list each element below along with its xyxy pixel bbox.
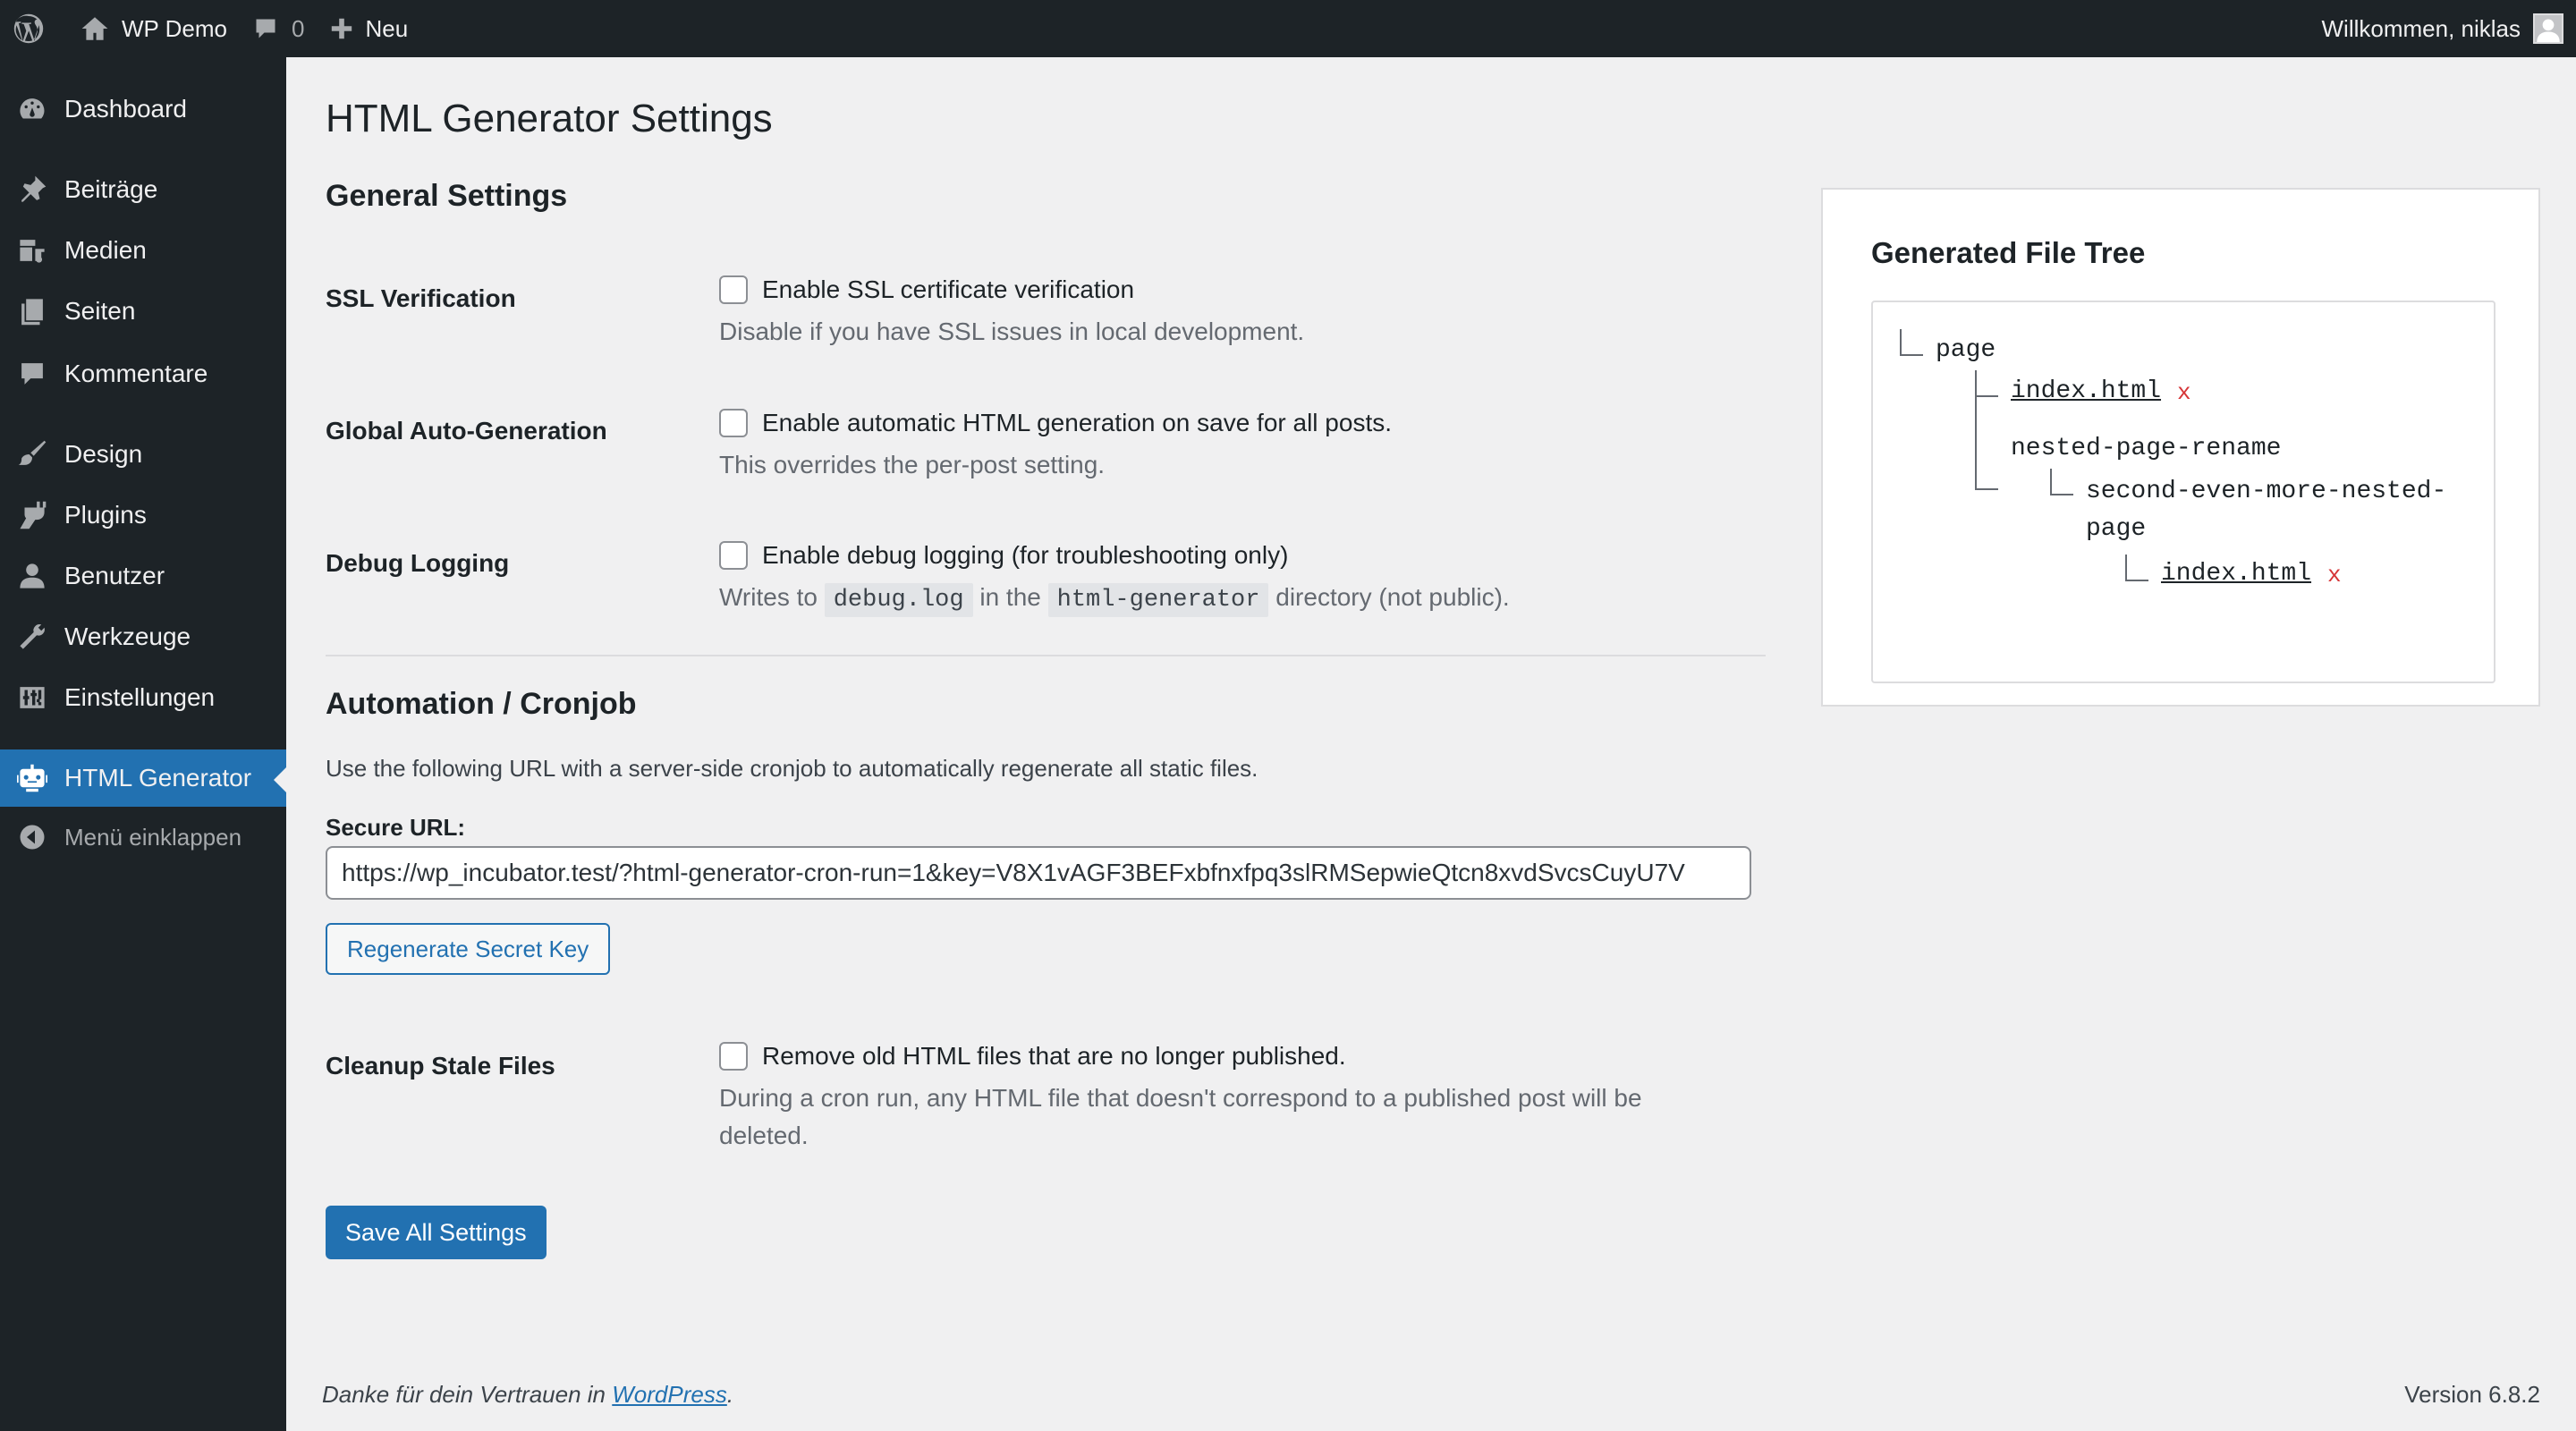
new-content-label: Neu [365, 14, 409, 42]
footer-thanks [322, 1381, 733, 1409]
site-name-link[interactable] [63, 0, 240, 57]
tree-connector [2125, 580, 2148, 581]
comments-count: 0 [292, 14, 305, 42]
collapse-arrow-icon [19, 824, 46, 851]
section-divider [326, 655, 1766, 656]
tree-connector [2125, 555, 2127, 581]
file-tree-title: Generated File Tree [1871, 236, 2146, 269]
secure-url-input[interactable] [326, 846, 1751, 900]
cleanup-desc-line: During a cron run, any HTML file that doesn't correspond to a published post will be [719, 1084, 1642, 1112]
admin-bar [0, 0, 2576, 57]
sidebar-item-media[interactable] [0, 222, 286, 279]
sidebar-item-dashboard[interactable] [0, 80, 286, 138]
ssl-verification-option[interactable] [719, 275, 1134, 304]
footer-thanks-text: Danke für dein Vertrauen in [322, 1381, 606, 1408]
robot-icon [17, 763, 47, 793]
tree-delete-button[interactable]: x [2177, 379, 2191, 406]
cleanup-stale-files-checkbox[interactable] [719, 1042, 748, 1071]
sidebar-item-plugins[interactable] [0, 487, 286, 544]
cleanup-stale-files-label: Cleanup Stale Files [326, 1052, 555, 1080]
sidebar-item-label: HTML Generator [64, 764, 252, 792]
plus-icon [329, 16, 354, 41]
tree-folder-page: page [1936, 336, 1996, 364]
comments-link[interactable] [240, 0, 317, 57]
tree-folder-second-nested-cont: page [2086, 515, 2147, 543]
admin-sidebar [0, 57, 286, 1431]
tree-file-index-link[interactable]: index.html [2011, 377, 2162, 405]
cleanup-stale-files-option[interactable] [719, 1042, 1346, 1071]
sidebar-item-design[interactable] [0, 426, 286, 483]
ssl-verification-label: SSL Verification [326, 284, 516, 312]
cleanup-stale-files-checkbox-label: Remove old HTML files that are no longer published. [762, 1042, 1346, 1070]
brush-icon [17, 439, 47, 470]
plugin-icon [17, 500, 47, 530]
tree-folder-nested-page-rename: nested-page-rename [2011, 435, 2282, 462]
tree-connector [1975, 370, 1977, 490]
cleanup-stale-files-description [719, 1080, 1642, 1155]
cleanup-desc-line: deleted. [719, 1122, 809, 1149]
dashboard-icon [17, 94, 47, 124]
debug-desc-text: in the [979, 583, 1041, 611]
tree-connector [1975, 395, 1998, 397]
file-tree-box [1871, 301, 2496, 683]
auto-generation-description: This overrides the per-post setting. [719, 451, 1106, 478]
secure-url-label: Secure URL: [326, 814, 466, 841]
my-account-link[interactable] [2309, 0, 2576, 57]
home-icon [80, 14, 109, 43]
sidebar-item-settings[interactable] [0, 669, 286, 726]
settings-icon [17, 682, 47, 713]
sidebar-item-label: Einstellungen [64, 683, 216, 711]
page-title: HTML Generator Settings [326, 97, 773, 140]
site-name-label: WP Demo [122, 14, 227, 42]
auto-generation-option[interactable] [719, 409, 1392, 437]
sidebar-item-tools[interactable] [0, 608, 286, 665]
user-icon [17, 561, 47, 591]
automation-heading: Automation / Cronjob [326, 687, 637, 721]
tree-connector [1900, 329, 1902, 356]
save-all-settings-button[interactable]: Save All Settings [326, 1206, 547, 1259]
sidebar-item-comments[interactable] [0, 345, 286, 402]
wordpress-link[interactable]: WordPress [612, 1381, 727, 1408]
footer-period: . [726, 1381, 734, 1408]
sidebar-item-label: Werkzeuge [64, 622, 191, 650]
auto-generation-checkbox[interactable] [719, 409, 748, 437]
new-content-link[interactable] [317, 0, 420, 57]
media-icon [17, 235, 47, 266]
sidebar-item-label: Plugins [64, 501, 147, 529]
debug-logging-description [719, 579, 1510, 619]
ssl-verification-description: Disable if you have SSL issues in local development. [719, 318, 1305, 345]
tree-connector [2050, 494, 2073, 495]
automation-intro-text: Use the following URL with a server-side cronjob to automatically regenerate all static files. [326, 755, 1258, 782]
ssl-verification-checkbox[interactable] [719, 275, 748, 304]
auto-generation-checkbox-label: Enable automatic HTML generation on save for all posts. [762, 409, 1393, 436]
file-tree-panel [1821, 188, 2540, 707]
debug-logging-checkbox[interactable] [719, 541, 748, 570]
sidebar-item-users[interactable] [0, 547, 286, 605]
pin-icon [17, 174, 47, 205]
sidebar-item-label: Dashboard [64, 95, 187, 123]
debug-logging-option[interactable] [719, 541, 1288, 570]
footer-version: Version 6.8.2 [2404, 1381, 2540, 1408]
comment-icon [252, 15, 279, 42]
debug-desc-text: Writes to [719, 583, 818, 611]
tree-connector [1900, 354, 1923, 356]
auto-generation-label: Global Auto-Generation [326, 417, 607, 445]
sidebar-item-label: Medien [64, 236, 147, 264]
wordpress-logo-icon[interactable] [0, 0, 63, 57]
debug-logging-checkbox-label: Enable debug logging (for troubleshooting only) [762, 541, 1289, 569]
collapse-menu-label: Menü einklappen [64, 823, 242, 851]
debug-logging-label: Debug Logging [326, 549, 510, 577]
comment-icon [17, 359, 47, 389]
collapse-menu-button[interactable] [0, 809, 286, 866]
general-settings-heading: General Settings [326, 179, 568, 213]
sidebar-item-label: Beiträge [64, 175, 158, 203]
tree-folder-second-nested: second-even-more-nested- [2086, 478, 2447, 505]
sidebar-item-html-generator[interactable] [0, 749, 286, 807]
ssl-verification-checkbox-label: Enable SSL certificate verification [762, 275, 1135, 303]
sidebar-item-label: Design [64, 440, 143, 468]
avatar [2533, 13, 2563, 44]
sidebar-item-pages[interactable] [0, 283, 286, 340]
tree-delete-button[interactable]: x [2327, 562, 2342, 588]
tree-connector [2050, 469, 2052, 495]
pages-icon [17, 296, 47, 326]
sidebar-item-label: Seiten [64, 297, 136, 325]
wrench-icon [17, 622, 47, 652]
debug-desc-text: directory (not public). [1275, 583, 1510, 611]
tree-connector [1975, 488, 1998, 490]
tree-file-index-link[interactable]: index.html [2161, 560, 2312, 588]
sidebar-item-label: Benutzer [64, 562, 165, 589]
sidebar-item-label: Kommentare [64, 360, 208, 387]
regenerate-secret-key-button[interactable]: Regenerate Secret Key [326, 923, 610, 975]
debug-log-code: debug.log [825, 583, 973, 617]
sidebar-item-posts[interactable] [0, 161, 286, 218]
html-generator-dir-code: html-generator [1048, 583, 1269, 617]
greeting-text: Willkommen, niklas [2321, 14, 2521, 42]
